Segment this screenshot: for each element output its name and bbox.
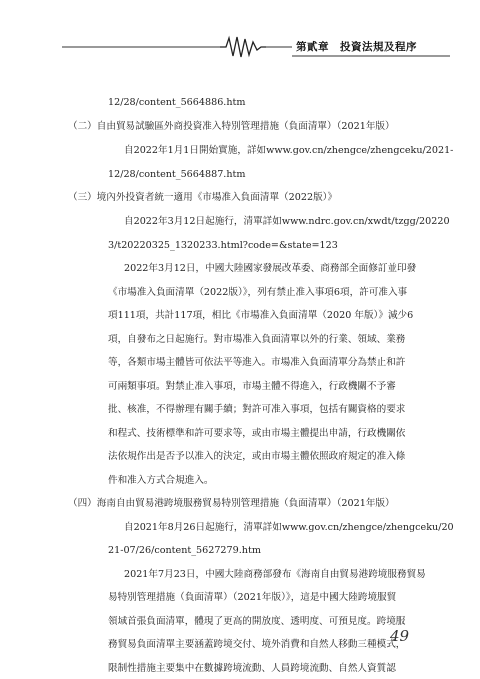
text-line: 《市場准入負面清單（2022版）》，列有禁止准入事項6項，許可准入事 bbox=[108, 287, 408, 298]
text-line: 和程式、技術標準和許可要求等，或由市場主體提出申請，行政機關依 bbox=[108, 428, 406, 439]
text-line: 領域首張負面清單，體現了更高的開放度、透明度、可預見度。跨境服 bbox=[108, 616, 406, 627]
text-line: 自2021年8月26日起施行，清單詳如www.gov.cn/zhengce/zhengceku/20 bbox=[124, 522, 454, 533]
page-number: 49 bbox=[390, 627, 410, 645]
text-line: 12/28/content_5664887.htm bbox=[108, 169, 246, 180]
section-heading: （三）境內外投資者統一適用《市場准入負面清單（2022版）》 bbox=[68, 192, 338, 203]
text-line: 2021年7月23日，中國大陸商務部發布《海南自由貿易港跨境服務貿易 bbox=[124, 569, 426, 580]
text-line: 3/t20220325_1320233.html?code=&state=123 bbox=[108, 240, 338, 251]
text-line: 可兩類事項。對禁止准入事項，市場主體不得進入，行政機關不予審 bbox=[108, 381, 396, 392]
text-line: 21-07/26/content_5627279.htm bbox=[108, 545, 261, 556]
section-heading: （四）海南自由貿易港跨境服務貿易特別管理措施（負面清單）（2021年版） bbox=[68, 498, 395, 509]
chapter-title: 第貳章 投資法規及程序 bbox=[296, 41, 417, 53]
text-line: 限制性措施主要集中在數據跨境流動、人員跨境流動、自然人資質認 bbox=[108, 663, 396, 674]
text-line: 12/28/content_5664886.htm bbox=[108, 97, 246, 108]
text-line: 項111項，共計117項，相比《市場准入負面清單（2020 年版）》減少6 bbox=[108, 310, 414, 321]
text-line: 件和准入方式合規進入。 bbox=[108, 475, 214, 486]
text-line: 自2022年3月12日起施行，清單詳如www.ndrc.gov.cn/xwdt/tzgg/20220 bbox=[124, 216, 450, 227]
text-line: 批、核准，不得辦理有關手續；對許可准入事項，包括有關資格的要求 bbox=[108, 404, 406, 415]
text-line: 自2022年1月1日開始實施，詳如www.gov.cn/zhengce/zhengceku/2021- bbox=[124, 145, 454, 156]
text-line: 項，自發布之日起施行。對市場准入負面清單以外的行業、領域、業務 bbox=[108, 334, 406, 345]
text-line: 2022年3月12日，中國大陸國家發展改革委、商務部全面修訂並印發 bbox=[124, 263, 417, 274]
text-line: 法依規作出是否予以准入的決定，或由市場主體依照政府規定的准入條 bbox=[108, 451, 406, 462]
text-line: 務貿易負面清單主要涵蓋跨境交付、境外消費和自然人移動三種模式， bbox=[108, 639, 406, 650]
section-heading: （二）自由貿易試驗區外商投資准入特別管理措施（負面清單）（2021年版） bbox=[68, 121, 395, 132]
text-line: 等，各類市場主體皆可依法平等進入。市場准入負面清單分為禁止和許 bbox=[108, 357, 406, 368]
text-line: 易特別管理措施（負面清單）（2021年版）》，這是中國大陸跨境服貿 bbox=[108, 592, 397, 603]
